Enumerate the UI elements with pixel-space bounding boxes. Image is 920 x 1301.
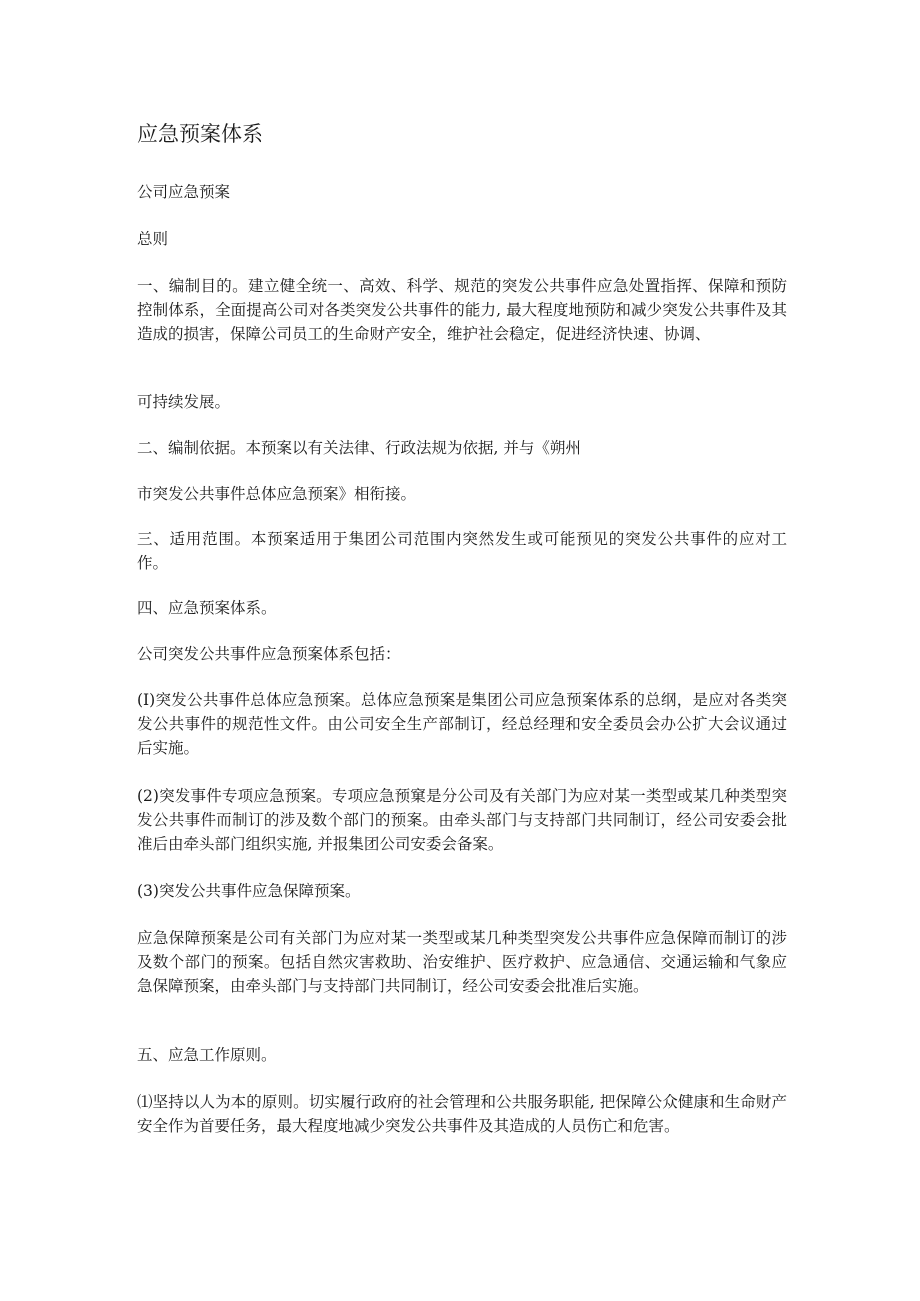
paragraph-principles-heading: 五、应急工作原则。 [137,1046,277,1064]
paragraph-support-plans: 应急保障预案是公司有关部门为应对某一类型或某几种类型突发公共事件应急保障而制订的涉及数个部门的预案。包括自然灾害救助、治安维护、医疗救护、应急通信、交通运输和气象应急保障预案，由牵头部门与支持部门共同制订，经公司安委会批准后实施。 [137,929,787,995]
paragraph-item-2: (2)突发事件专项应急预案。专项应急预窠是分公司及有关部门为应对某一类型或某几种类型突发公共事件而制订的涉及数个部门的预案。由牵头部门与支持部门共同制订，经公司安委会批准后由牵头部门组织实施, 并报集团公司安委会备案。 [137,787,787,853]
section-heading: 总则 [137,230,169,248]
paragraph-system-heading: 四、应急预案体系。 [137,599,277,617]
paragraph-basis-continued: 市突发公共事件总体应急预案》相衔接。 [137,485,417,503]
paragraph-system-intro: 公司突发公共事件应急预案体系包括： [137,645,401,663]
paragraph-scope: 三、适用范围。本预案适用于集团公司范围内突然发生或可能预见的突发公共事件的应对工作。 [137,530,787,572]
paragraph-purpose-continued: 可持续发展。 [137,393,231,411]
paragraph-item-3: (3)突发公共事件应急保障预案。 [137,882,361,900]
paragraph-purpose: 一、编制目的。建立健全统一、高效、科学、规范的突发公共事件应急处置指挥、保障和预防控制体系，全面提高公司对各类突发公共事件的能力, 最大程度地预防和减少突发公共事件及其造成的损害，保障公司员工的生命财产安全，维护社会稳定，促进经济快速、协调、 [137,277,787,343]
paragraph-basis: 二、编制依据。本预案以有关法律、行政法规为依据, 并与《朔州 [137,439,581,457]
paragraph-item-1: (I)突发公共事件总体应急预案。总体应急预案是集团公司应急预案体系的总纲，是应对各类突发公共事件的规范性文件。由公司安全生产部制订，经总经理和安全委员会办公扩大会议通过后实施。 [137,691,787,757]
subtitle: 公司应急预案 [137,183,231,201]
paragraph-principle-1: ⑴坚持以人为本的原则。切实履行政府的社会管理和公共服务职能, 把保障公众健康和生命财产安全作为首要任务，最大程度地减少突发公共事件及其造成的人员伤亡和危害。 [137,1093,787,1135]
document-title: 应急预案体系 [137,122,263,146]
